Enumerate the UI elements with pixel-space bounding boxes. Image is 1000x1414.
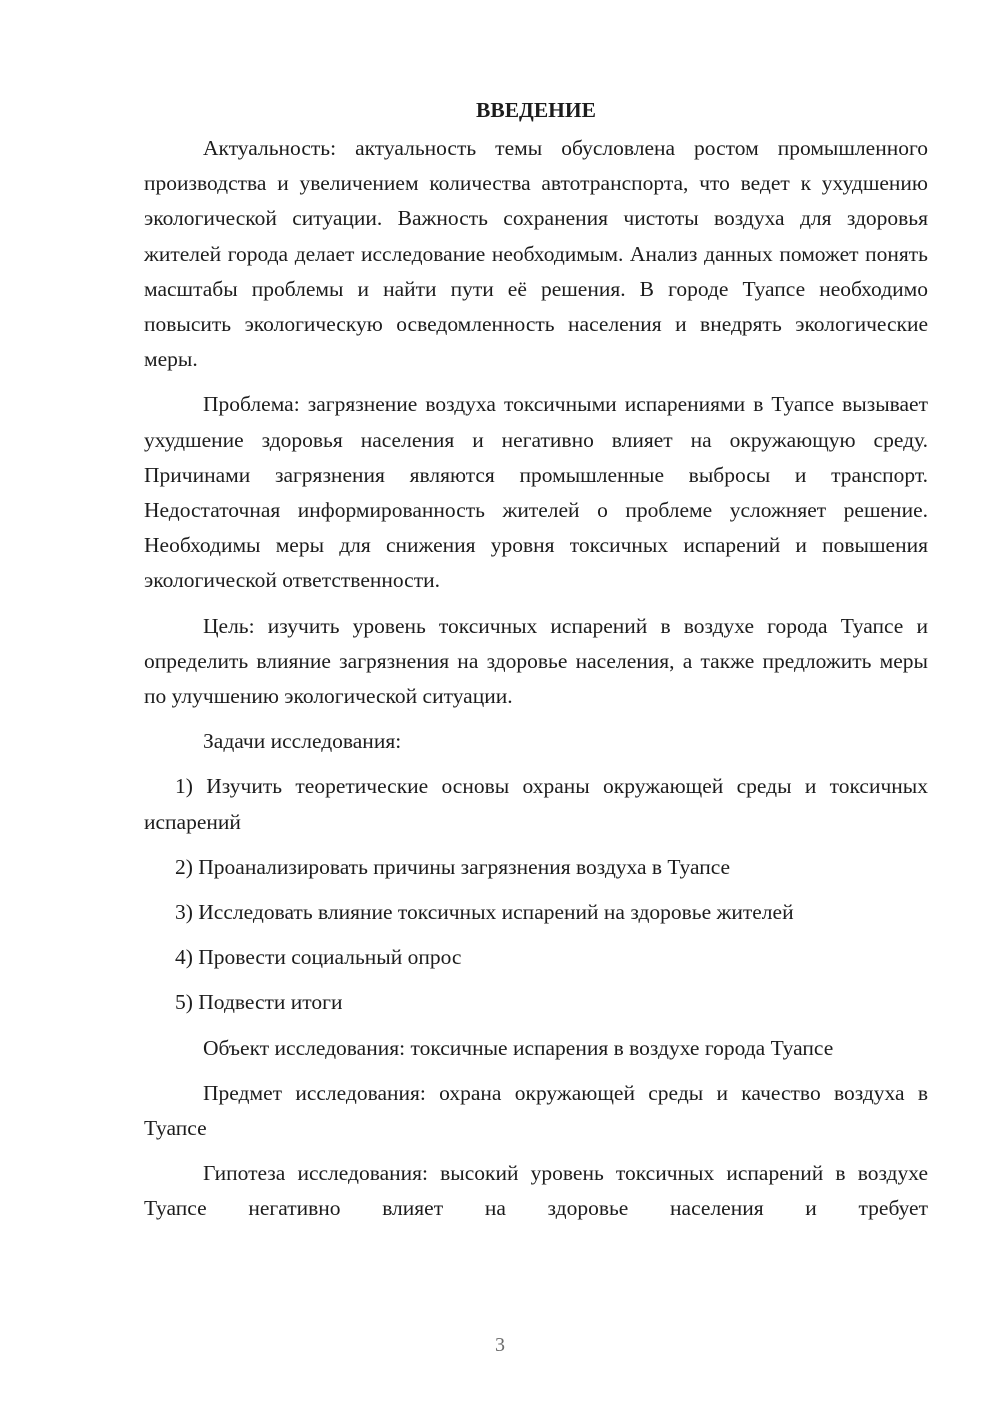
paragraph-subject: Предмет исследования: охрана окружающей среды и качество воздуха в Туапсе (144, 1080, 928, 1141)
task-item-1: 1) Изучить теоретические основы охраны окружающей среды и токсичных испарений (144, 774, 928, 834)
page-number: 3 (495, 1334, 505, 1356)
page-content (144, 95, 928, 1227)
tasks-heading: Задачи исследования: (203, 729, 402, 754)
task-item-3: 3) Исследовать влияние токсичных испарений на здоровье жителей (175, 900, 794, 925)
task-item-5: 5) Подвести итоги (175, 990, 343, 1015)
paragraph-problem: Проблема: загрязнение воздуха токсичными испарениями в Туапсе вызывает ухудшение здоровья населения и негативно влияет на окружающую среду. Причинами загрязнения являются промышленные выбросы и транспорт. Недостаточная информированность жителей о проблеме усложняет решение. Необходимы меры для снижения уровня токсичных испарений и повышения экологической ответственности. (144, 392, 928, 593)
paragraph-hypothesis: Гипотеза исследования: высокий уровень токсичных испарений в воздухе Туапсе негативно влияет на здоровье населения и требует (144, 1161, 928, 1221)
task-item-4: 4) Провести социальный опрос (175, 945, 462, 970)
task-item-2: 2) Проанализировать причины загрязнения воздуха в Туапсе (175, 854, 731, 879)
paragraph-relevance: Актуальность: актуальность темы обусловлена ростом промышленного производства и увеличением количества автотранспорта, что ведет к ухудшению экологической ситуации. Важность сохранения чистоты воздуха для здоровья жителей города делает исследование необходимым. Анализ данных поможет понять масштабы проблемы и найти пути её решения. В городе Туапсе необходимо повысить экологическую осведомленность населения и внедрять экологические меры. (144, 136, 928, 372)
section-title: ВВЕДЕНИЕ (476, 98, 596, 122)
paragraph-goal: Цель: изучить уровень токсичных испарений в воздухе города Туапсе и определить влияние загрязнения на здоровье населения, а также предложить меры по улучшению экологической ситуации. (144, 613, 928, 709)
paragraph-object: Объект исследования: токсичные испарения в воздухе города Туапсе (203, 1035, 834, 1060)
